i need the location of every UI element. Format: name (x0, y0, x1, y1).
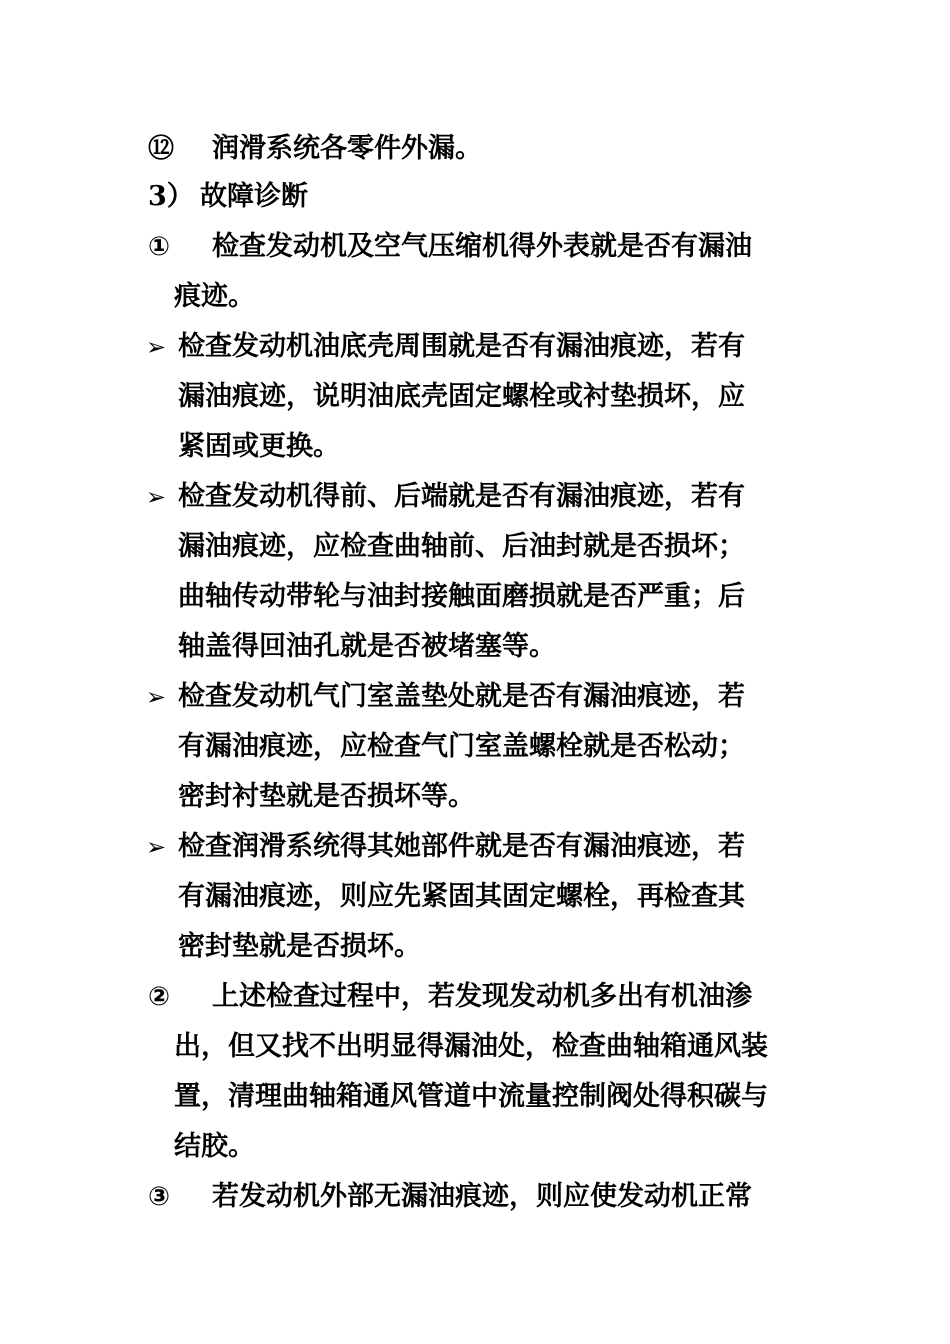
paragraph-line: 出，但又找不出明显得漏油处，检查曲轴箱通风装 (174, 1031, 768, 1062)
paragraph-line: 密封垫就是否损坏。 (178, 931, 421, 962)
paragraph-line: 曲轴传动带轮与油封接触面磨损就是否严重；后 (178, 581, 745, 612)
paragraph-line: 上述检查过程中，若发现发动机多出有机油渗 (212, 981, 752, 1012)
paragraph-line: 有漏油痕迹，则应先紧固其固定螺栓，再检查其 (178, 881, 745, 912)
item-marker: ⑫ (148, 134, 175, 164)
section-heading: 故障诊断 (200, 181, 308, 212)
arrow-bullet-icon: ➢ (146, 333, 167, 361)
paragraph-line: 漏油痕迹，应检查曲轴前、后油封就是否损坏； (178, 531, 745, 562)
paragraph-line: 痕迹。 (174, 281, 255, 312)
item-marker: ① (148, 232, 171, 262)
arrow-bullet-icon: ➢ (146, 833, 167, 861)
paragraph-line: 检查发动机得前、后端就是否有漏油痕迹，若有 (178, 481, 745, 512)
paragraph-line: 结胶。 (174, 1131, 255, 1162)
paragraph-line: 轴盖得回油孔就是否被堵塞等。 (178, 631, 556, 662)
item-marker: ② (148, 982, 171, 1012)
paragraph-line: 检查发动机及空气压缩机得外表就是否有漏油 (212, 231, 752, 262)
paragraph-line: 紧固或更换。 (178, 431, 340, 462)
paragraph-line: 置，清理曲轴箱通风管道中流量控制阀处得积碳与 (174, 1081, 768, 1112)
paragraph-line: 检查发动机油底壳周围就是否有漏油痕迹，若有 (178, 331, 745, 362)
arrow-bullet-icon: ➢ (146, 483, 167, 511)
paragraph-line: 检查发动机气门室盖垫处就是否有漏油痕迹，若 (178, 681, 745, 712)
paragraph-line: 润滑系统各零件外漏。 (212, 133, 482, 164)
item-marker: ③ (148, 1182, 171, 1212)
paragraph-line: 有漏油痕迹，应检查气门室盖螺栓就是否松动； (178, 731, 745, 762)
paragraph-line: 若发动机外部无漏油痕迹，则应使发动机正常 (212, 1181, 752, 1212)
paragraph-line: 漏油痕迹，说明油底壳固定螺栓或衬垫损坏，应 (178, 381, 745, 412)
paragraph-line: 密封衬垫就是否损坏等。 (178, 781, 475, 812)
arrow-bullet-icon: ➢ (146, 683, 167, 711)
paragraph-line: 检查润滑系统得其她部件就是否有漏油痕迹，若 (178, 831, 745, 862)
section-number: 3） (148, 181, 194, 212)
